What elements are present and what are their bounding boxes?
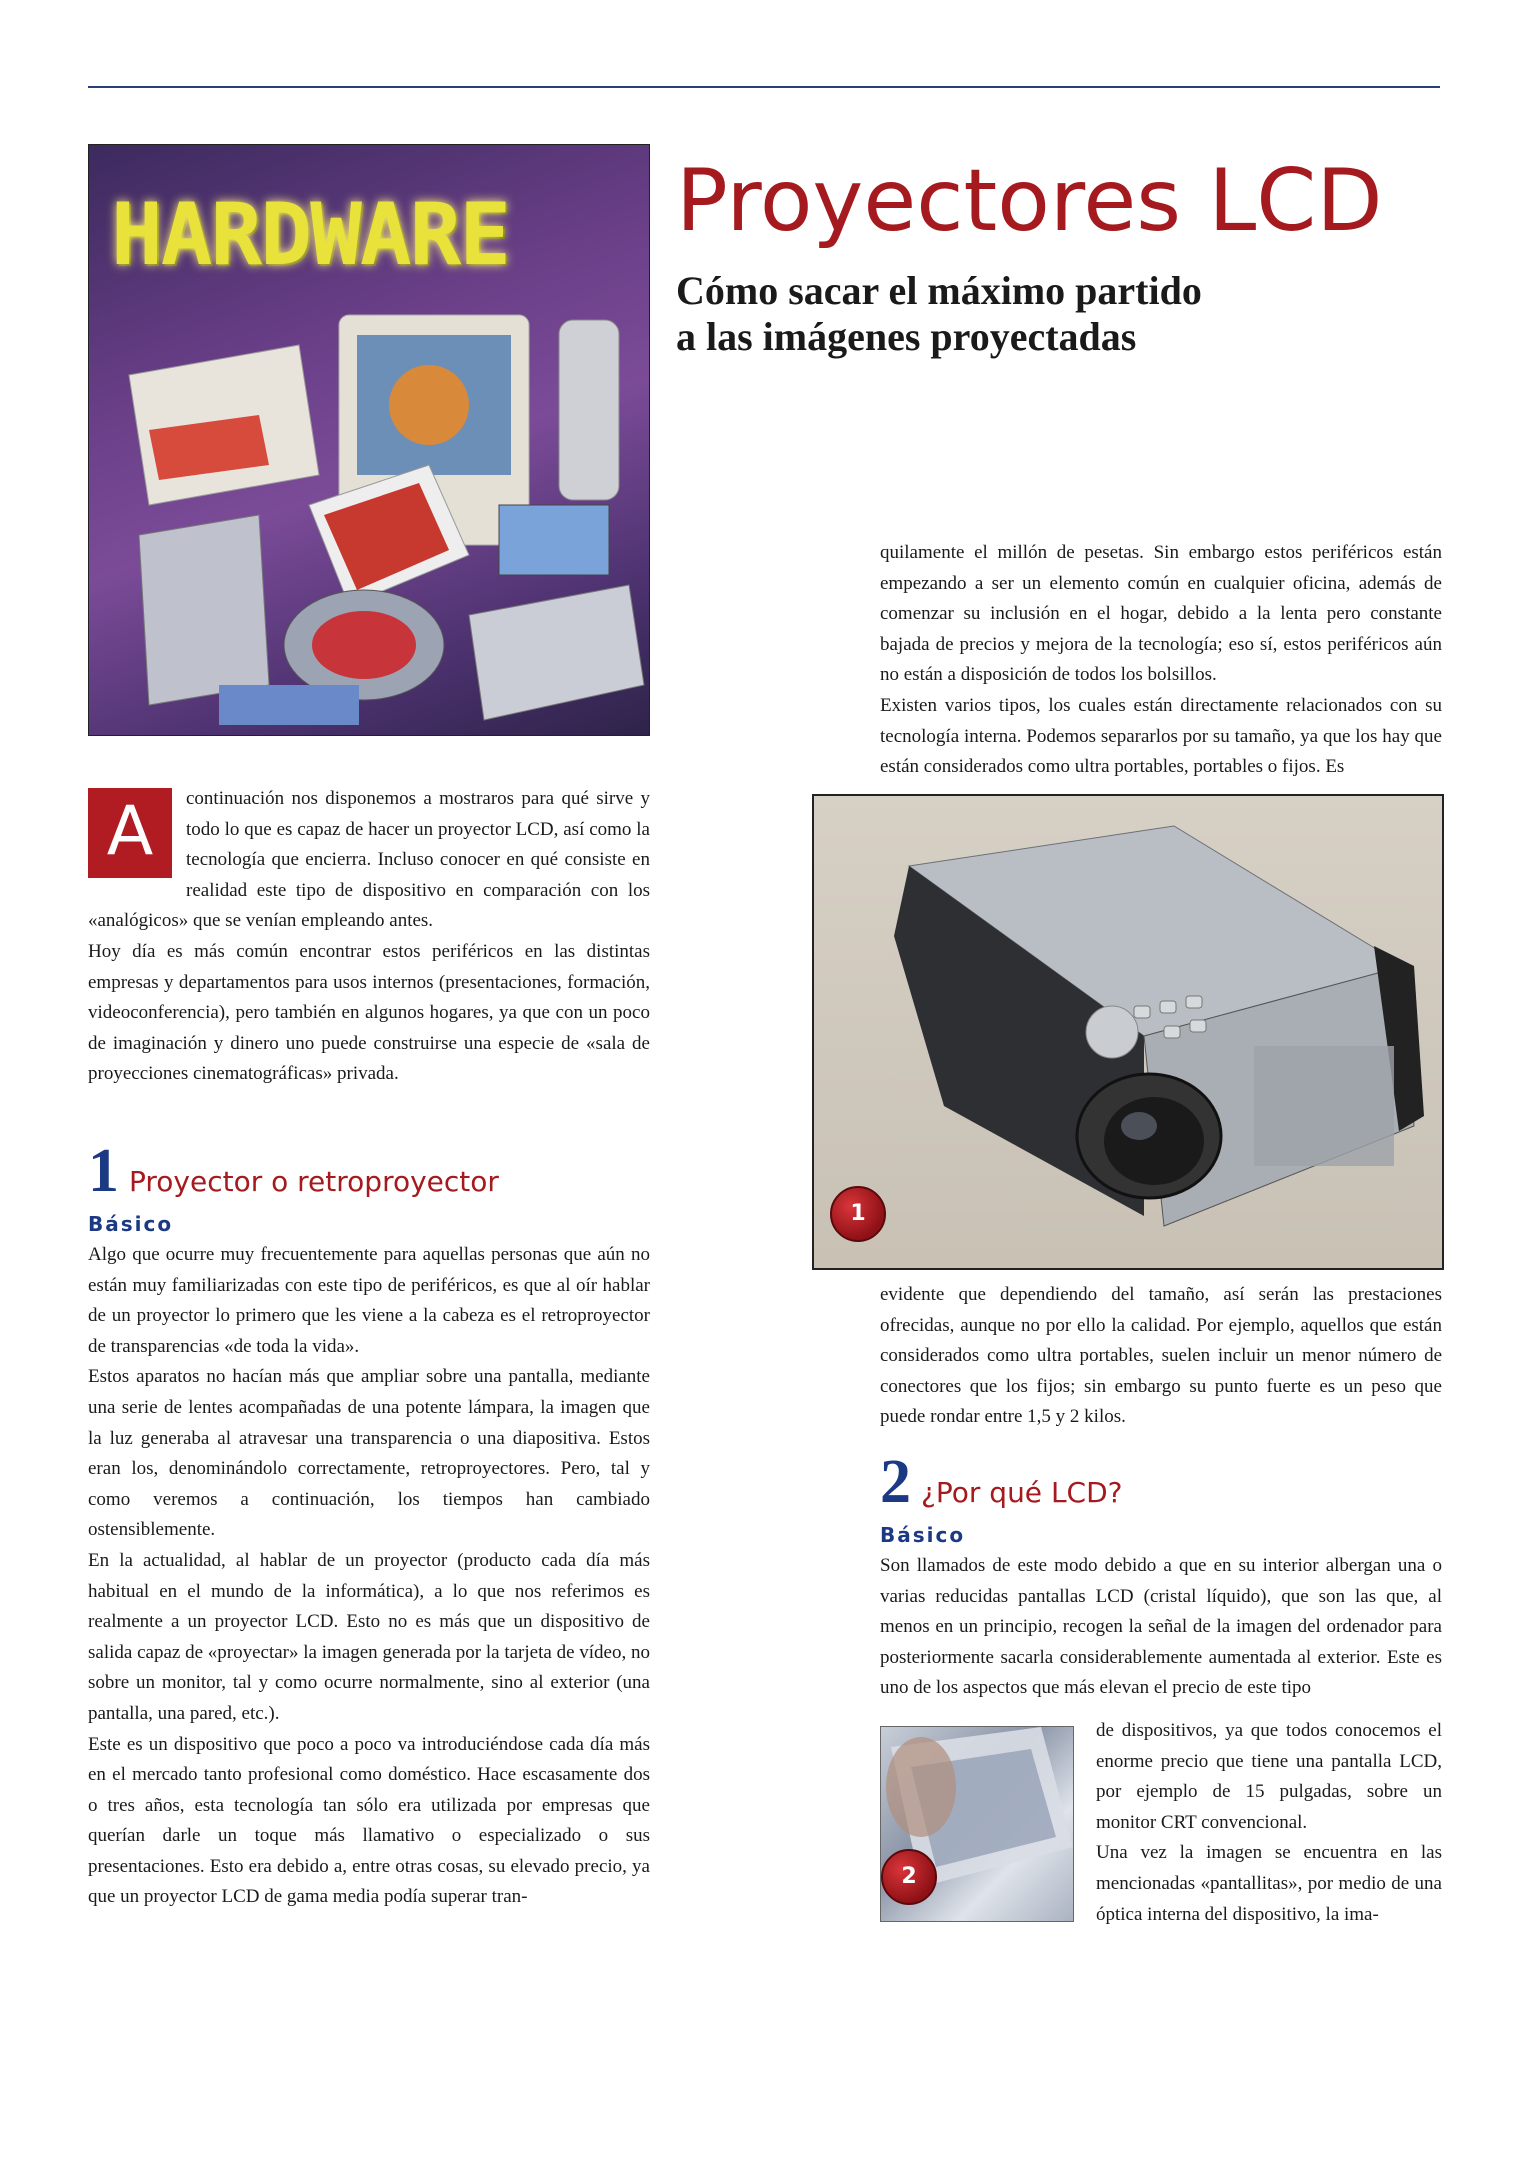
hero-word: HARDWARE <box>111 185 510 285</box>
intro-paragraph-2: Hoy día es más común encontrar estos periféricos en las distintas empresas y departamentos para usos internos (presentaciones, formación, videoconferencia), pero también en algunos hogares, ya que con un poco de imaginación y dinero uno puede construirse una especie de «sala de proyecciones cinematográficas» privada. <box>88 940 650 1085</box>
drop-cap: A <box>88 788 172 878</box>
right-mid-paragraph-1: evidente que dependiendo del tamaño, así serán las prestaciones ofrecidas, aunque no por ello la calidad. Por ejemplo, aquellos que están considerados como ultra portables, suelen incluir un menor número de conectores que los fijos; sin embargo su punto fuerte es un peso que puede rondar entre 1,5 y 2 kilos. <box>880 1284 1442 1428</box>
section-2-level: Básico <box>880 1522 966 1547</box>
section-2 <box>880 1447 1442 1704</box>
section-1-paragraph-2: Estos aparatos no hacían más que ampliar sobre una pantalla, mediante una serie de lentes acompañadas de una potente lámpara, la imagen que la luz generaba al atravesar una transparencia o una diapositiva. Estos eran los, denominándolo correctamente, retroproyectores. Pero, tal y como veremos a continuación, los tiempos han cambiado ostensiblemente. <box>88 1366 650 1541</box>
section-2-title: ¿Por qué LCD? <box>921 1475 1123 1509</box>
subtitle-line-1: Cómo sacar el máximo partido <box>676 268 1202 313</box>
lcd-panel-photo <box>880 1726 1074 1922</box>
right-top-paragraph-1: quilamente el millón de pesetas. Sin embargo estos periféricos están empezando a ser un elemento común en cualquier oficina, además de comenzar su inclusión en el hogar, debido a la lenta pero constante bajada de precios y mejora de la tecnología; eso sí, estos periféricos aún no están a disposición de todos los bolsillos. <box>880 542 1442 686</box>
right-top-paragraph-2: Existen varios tipos, los cuales están directamente relacionados con su tecnología interna. Podemos separarlos por su tamaño, ya que los hay que están considerados como ultra portables, portables o fijos. Es <box>880 694 1442 778</box>
subtitle <box>676 268 1396 360</box>
figure-2-badge: 2 <box>881 1849 937 1905</box>
section-1-paragraph-4: Este es un dispositivo que poco a poco va introduciéndose cada día más en el mercado tanto profesional como doméstico. Hace escasamente dos o tres años, esta tecnología tan sólo era utilizada por empresas que querían darle un toque más llamativo o especializado o sus presentaciones. Esto era debido a, entre otras cosas, su elevado precio, ya que un proyector LCD de gama media podía superar tran- <box>88 1733 650 1908</box>
right-column-middle <box>880 1280 1442 1704</box>
section-2-number: 2 <box>880 1447 911 1516</box>
header-rule <box>88 86 1440 88</box>
right-bottom-paragraph-2: Una vez la imagen se encuentra en las mencionadas «pantallitas», por medio de una óptica interna del dispositivo, la ima- <box>1096 1842 1442 1925</box>
section-1-paragraph-1: Algo que ocurre muy frecuentemente para aquellas personas que aún no están muy familiarizadas con este tipo de periféricos, es que al oír hablar de un proyector lo primero que les viene a la cabeza es el retroproyector de transparencias «de toda la vida». <box>88 1244 650 1357</box>
figure-1-badge: 1 <box>830 1186 886 1242</box>
section-1-number: 1 <box>88 1137 119 1205</box>
section-1-paragraph-3: En la actualidad, al hablar de un proyector (producto cada día más habitual en el mundo de la informática), a lo que nos referimos es realmente a un proyector LCD. Esto no es más que un dispositivo de salida capaz de «proyectar» la imagen generada por la tarjeta de vídeo, no sobre un monitor, tal y como ocurre normalmente, sino al exterior (una pantalla, una pared, etc.). <box>88 1549 650 1724</box>
hardware-collage-icon <box>89 145 649 735</box>
right-column-top <box>880 538 1442 783</box>
section-1 <box>88 1137 650 1913</box>
page-title: Proyectores LCD <box>676 151 1383 251</box>
section-1-heading <box>88 1137 650 1205</box>
intro-paragraph-1: continuación nos disponemos a mostraros para qué sirve y todo lo que es capaz de hacer un proyector LCD, así como la tecnología que encierra. Incluso conocer en qué consiste en realidad este tipo de dispositivo en comparación con los «analógicos» que se venían empleando antes. <box>88 788 650 932</box>
intro-block <box>88 784 650 1090</box>
hardware-illustration <box>88 144 650 736</box>
section-1-level: Básico <box>88 1212 174 1236</box>
section-1-title: Proyector o retroproyector <box>129 1165 499 1198</box>
lcd-projector-photo-icon <box>814 796 1442 1268</box>
projector-photo <box>812 794 1444 1270</box>
right-column-bottom <box>1096 1716 1442 1930</box>
subtitle-line-2: a las imágenes proyectadas <box>676 314 1137 359</box>
right-bottom-paragraph-1: de dispositivos, ya que todos conocemos el enorme precio que tiene una pantalla LCD, por ejemplo de 15 pulgadas, sobre un monitor CRT convencional. <box>1096 1720 1442 1833</box>
section-2-heading <box>880 1447 1442 1516</box>
section-2-paragraph-1: Son llamados de este modo debido a que en su interior albergan una o varias reducidas pantallas LCD (cristal líquido), que son las que, al menos en un principio, recogen la señal de la imagen del ordenador para posteriormente sacarla considerablemente aumentada al exterior. Este es uno de los aspectos que más elevan el precio de este tipo <box>880 1554 1442 1699</box>
